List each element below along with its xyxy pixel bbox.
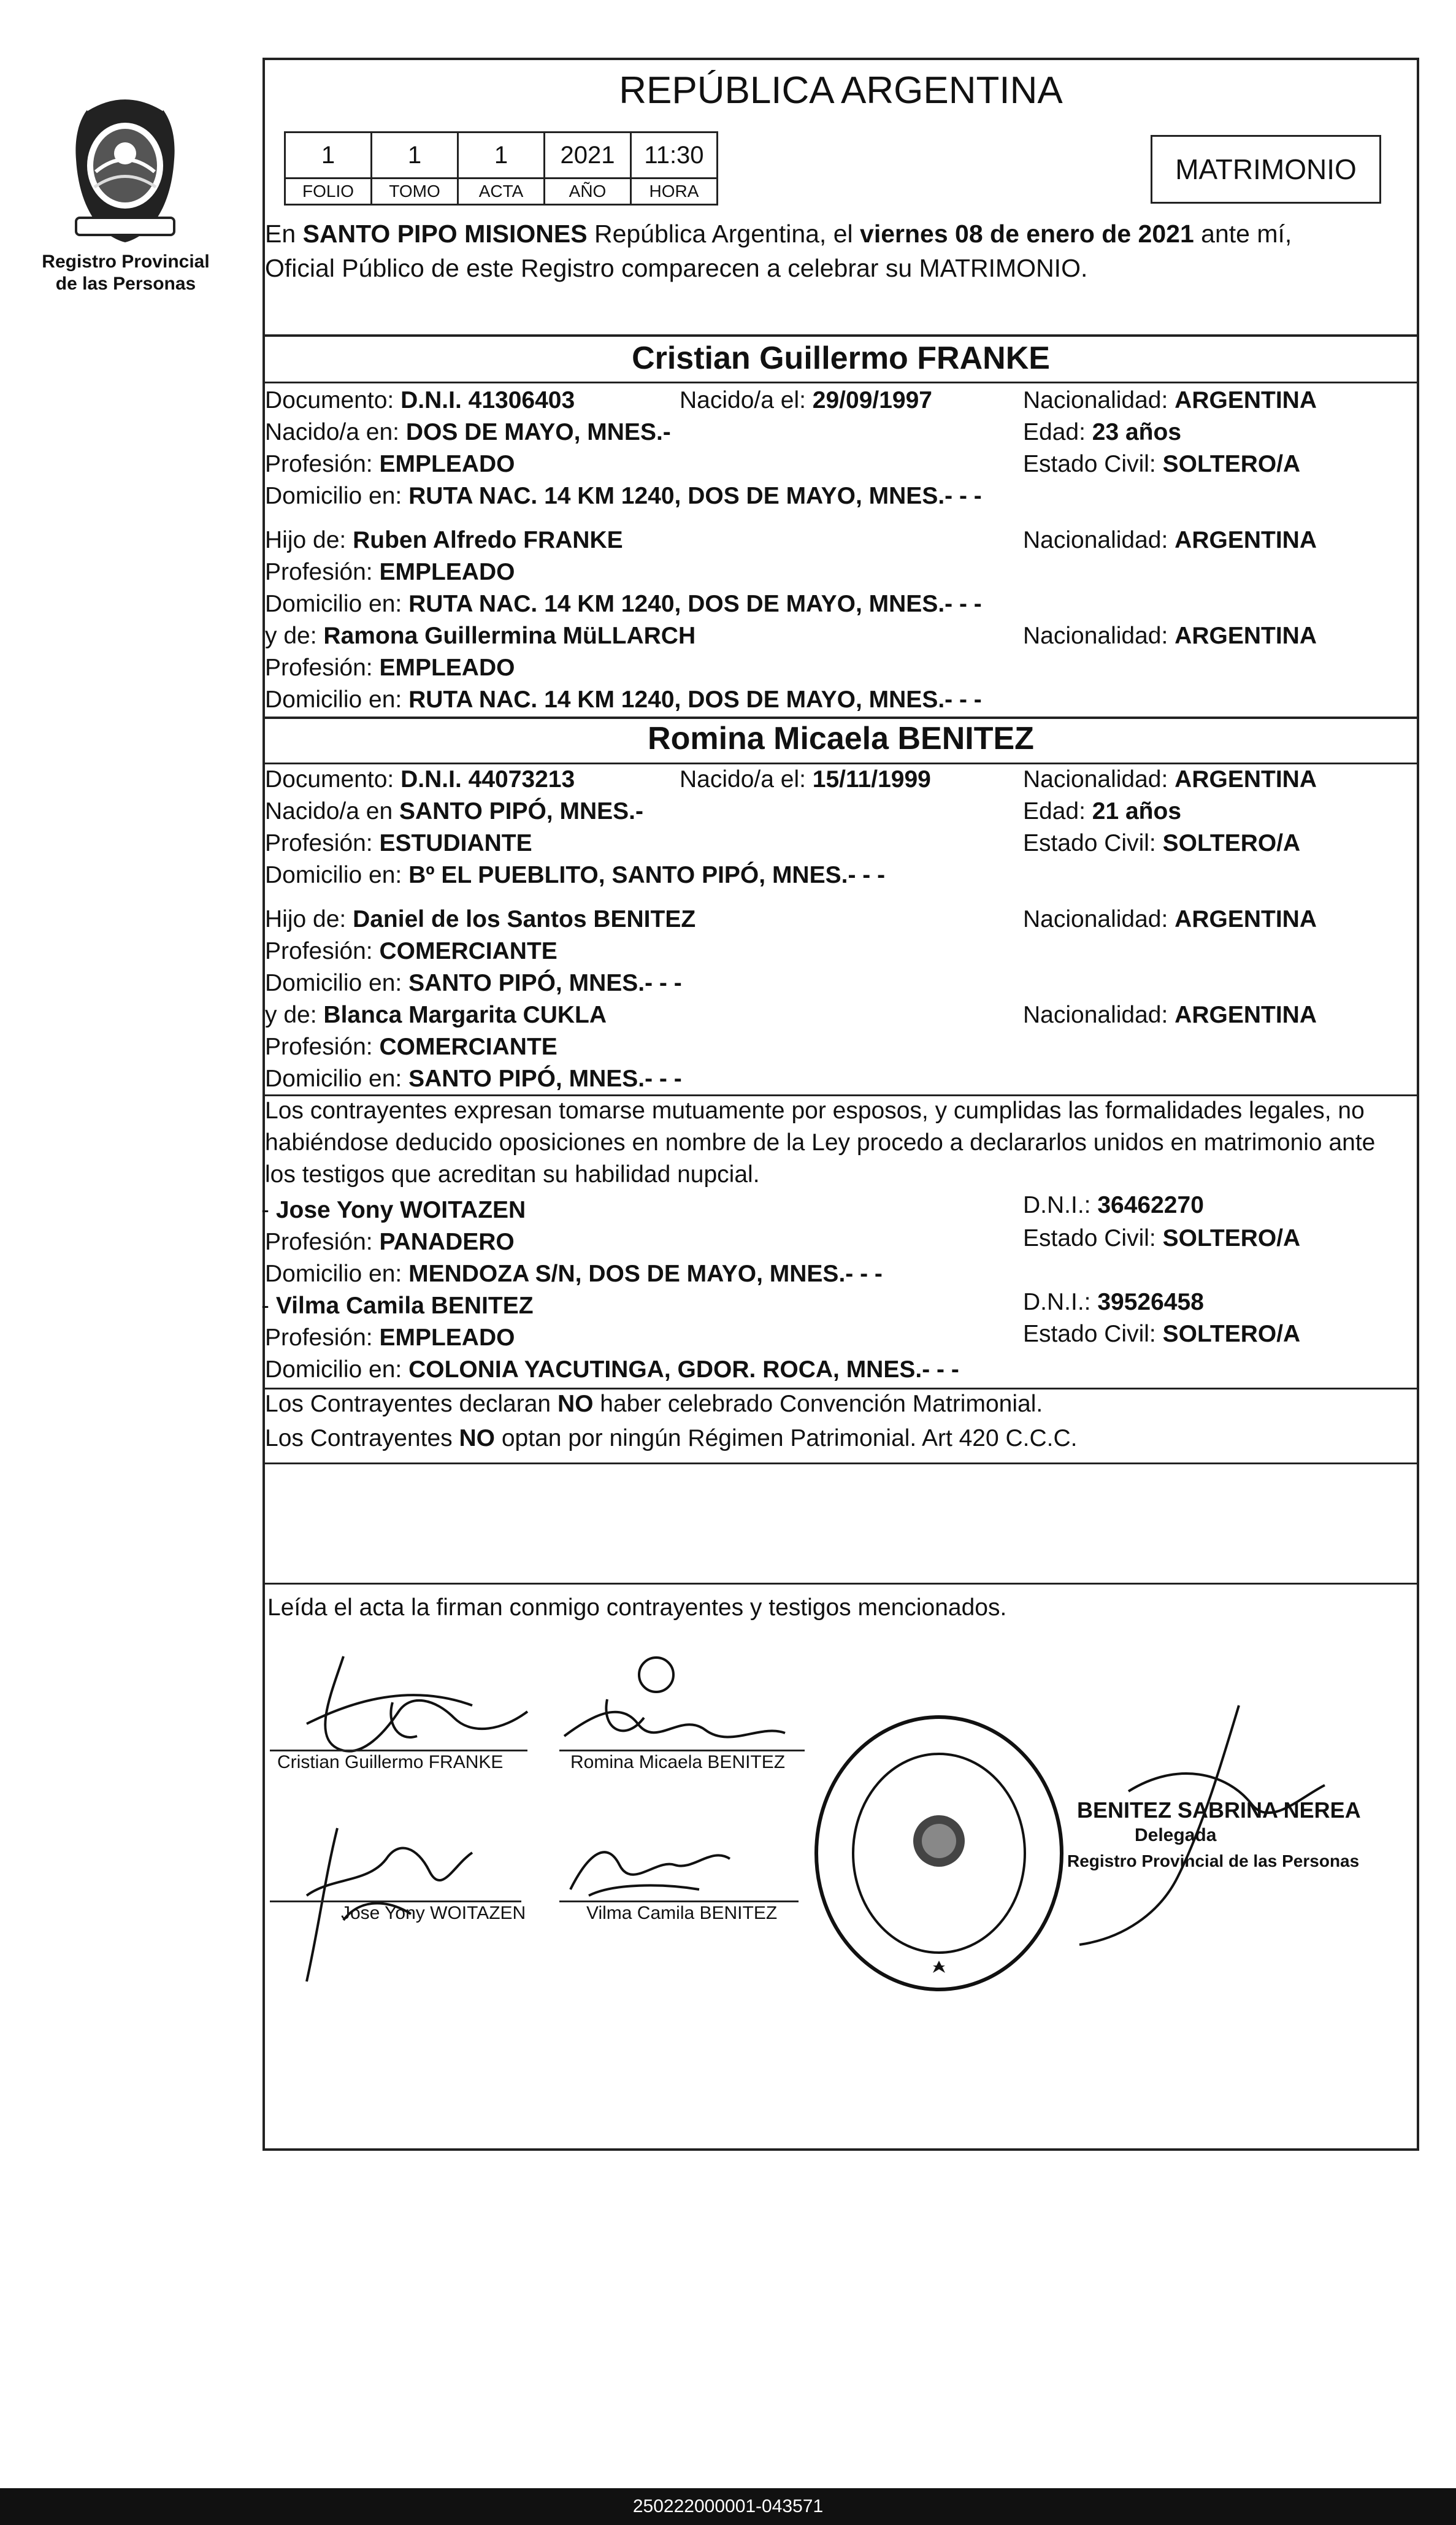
bride-padre-nacionalidad: Nacionalidad: ARGENTINA bbox=[1023, 906, 1317, 932]
groom-lugar: Nacido/a en: DOS DE MAYO, MNES.- bbox=[265, 419, 671, 445]
bride-nacido-el: Nacido/a el: 15/11/1999 bbox=[680, 766, 931, 793]
bride-signature bbox=[552, 1650, 810, 1761]
groom-madre-domicilio: Domicilio en: RUTA NAC. 14 KM 1240, DOS DE MAYO, MNES.- - - bbox=[265, 686, 982, 713]
bride-edad: Edad: 21 años bbox=[1023, 798, 1182, 824]
divider-signatures bbox=[262, 1583, 1419, 1585]
witness-1-signature-line bbox=[270, 1900, 521, 1902]
bride-signature-line bbox=[559, 1750, 805, 1751]
registry-label-2: de las Personas bbox=[55, 274, 196, 294]
divider-groom bbox=[262, 334, 1419, 337]
registry-label-1: Registro Provincial bbox=[42, 252, 210, 272]
intro-en: En bbox=[265, 220, 296, 248]
witness-1-signature bbox=[270, 1804, 527, 1988]
witness-1-name: - Jose Yony WOITAZEN bbox=[261, 1197, 526, 1223]
bride-madre: y de: Blanca Margarita CUKLA bbox=[265, 1002, 607, 1028]
groom-profesion: Profesión: EMPLEADO bbox=[265, 451, 515, 477]
groom-documento: Documento: D.N.I. 41306403 bbox=[265, 387, 575, 413]
regime-line-1: Los Contrayentes declaran NO haber celebrado Convención Matrimonial. bbox=[265, 1391, 1043, 1417]
bride-padre: Hijo de: Daniel de los Santos BENITEZ bbox=[265, 906, 696, 932]
regime-line-2: Los Contrayentes NO optan por ningún Régimen Patrimonial. Art 420 C.C.C. bbox=[265, 1425, 1078, 1451]
tomo-label: TOMO bbox=[372, 179, 458, 205]
folio-value: 1 bbox=[285, 133, 372, 179]
divider-notes bbox=[262, 1462, 1419, 1464]
bride-padre-domicilio: Domicilio en: SANTO PIPÓ, MNES.- - - bbox=[265, 970, 682, 996]
groom-nacionalidad: Nacionalidad: ARGENTINA bbox=[1023, 387, 1317, 413]
groom-padre-nacionalidad: Nacionalidad: ARGENTINA bbox=[1023, 527, 1317, 553]
divider-groom-details bbox=[262, 382, 1419, 383]
bride-nacionalidad: Nacionalidad: ARGENTINA bbox=[1023, 766, 1317, 793]
witness-2-domicilio: Domicilio en: COLONIA YACUTINGA, GDOR. ROCA, MNES.- - - bbox=[265, 1356, 959, 1383]
bride-padre-profesion: Profesión: COMERCIANTE bbox=[265, 938, 557, 964]
officer-stamp-line-2: Delegada bbox=[1135, 1825, 1217, 1845]
acta-value: 1 bbox=[458, 133, 545, 179]
bride-name: Romina Micaela BENITEZ bbox=[648, 721, 1034, 756]
groom-padre-profesion: Profesión: EMPLEADO bbox=[265, 559, 515, 585]
witness-2-signature-label: Vilma Camila BENITEZ bbox=[586, 1903, 778, 1923]
intro-line-2: Oficial Público de este Registro comparecen a celebrar su MATRIMONIO. bbox=[265, 254, 1088, 282]
document-barcode-footer: 250222000001-043571 bbox=[0, 2488, 1456, 2525]
bride-domicilio: Domicilio en: Bº EL PUEBLITO, SANTO PIPÓ, MNES.- - - bbox=[265, 862, 886, 888]
witness-1-signature-label: Jose Yony WOITAZEN bbox=[341, 1903, 526, 1923]
witness-1-estado: Estado Civil: SOLTERO/A bbox=[1023, 1225, 1301, 1251]
witness-1-profesion: Profesión: PANADERO bbox=[265, 1229, 515, 1255]
witness-1-domicilio: Domicilio en: MENDOZA S/N, DOS DE MAYO, MNES.- - - bbox=[265, 1261, 883, 1287]
act-type-badge: MATRIMONIO bbox=[1151, 135, 1381, 204]
bride-madre-profesion: Profesión: COMERCIANTE bbox=[265, 1034, 557, 1060]
hora-label: HORA bbox=[631, 179, 718, 205]
groom-domicilio: Domicilio en: RUTA NAC. 14 KM 1240, DOS DE MAYO, MNES.- - - bbox=[265, 483, 982, 509]
groom-edad: Edad: 23 años bbox=[1023, 419, 1182, 445]
folio-label: FOLIO bbox=[285, 179, 372, 205]
groom-madre: y de: Ramona Guillermina MüLLARCH bbox=[265, 623, 696, 649]
groom-madre-profesion: Profesión: EMPLEADO bbox=[265, 655, 515, 681]
tomo-value: 1 bbox=[372, 133, 458, 179]
groom-name: Cristian Guillermo FRANKE bbox=[632, 340, 1050, 376]
intro-place: SANTO PIPO MISIONES bbox=[302, 220, 588, 248]
groom-signature bbox=[270, 1644, 540, 1767]
intro-middle: República Argentina, el bbox=[587, 220, 860, 248]
groom-estado-civil: Estado Civil: SOLTERO/A bbox=[1023, 451, 1301, 477]
groom-nacido-el: Nacido/a el: 29/09/1997 bbox=[680, 387, 932, 413]
witness-1-dni: D.N.I.: 36462270 bbox=[1023, 1192, 1204, 1218]
bride-lugar: Nacido/a en SANTO PIPÓ, MNES.- bbox=[265, 798, 643, 824]
declaration-line-1: Los contrayentes expresan tomarse mutuamente por esposos, y cumplidas las formalidades legales, no bbox=[265, 1097, 1365, 1124]
witness-2-signature-line bbox=[559, 1900, 799, 1902]
intro-line-1 bbox=[265, 218, 1292, 249]
bride-signature-label: Romina Micaela BENITEZ bbox=[570, 1752, 786, 1772]
anio-value: 2021 bbox=[545, 133, 631, 179]
groom-padre: Hijo de: Ruben Alfredo FRANKE bbox=[265, 527, 623, 553]
groom-madre-nacionalidad: Nacionalidad: ARGENTINA bbox=[1023, 623, 1317, 649]
groom-padre-domicilio: Domicilio en: RUTA NAC. 14 KM 1240, DOS DE MAYO, MNES.- - - bbox=[265, 591, 982, 617]
hora-value: 11:30 bbox=[631, 133, 718, 179]
witness-2-name: - Vilma Camila BENITEZ bbox=[261, 1293, 534, 1319]
officer-stamp-line-1: BENITEZ SABRINA NEREA bbox=[1077, 1797, 1361, 1823]
intro-date: viernes 08 de enero de 2021 bbox=[860, 220, 1194, 248]
intro-tail: ante mí, bbox=[1194, 220, 1292, 248]
anio-label: AÑO bbox=[545, 179, 631, 205]
act-registration-grid bbox=[284, 131, 718, 206]
registry-seal bbox=[807, 1709, 1071, 1997]
bride-madre-domicilio: Domicilio en: SANTO PIPÓ, MNES.- - - bbox=[265, 1066, 682, 1092]
province-logo bbox=[52, 86, 199, 252]
country-title: REPÚBLICA ARGENTINA bbox=[619, 69, 1063, 112]
groom-signature-label: Cristian Guillermo FRANKE bbox=[277, 1752, 504, 1772]
officer-stamp-line-3: Registro Provincial de las Personas bbox=[1067, 1851, 1360, 1870]
declaration-line-2: habiéndose deducido oposiciones en nombre de la Ley procedo a declararlos unidos en matrimonio ante bbox=[265, 1129, 1376, 1156]
witness-2-profesion: Profesión: EMPLEADO bbox=[265, 1324, 515, 1351]
bride-madre-nacionalidad: Nacionalidad: ARGENTINA bbox=[1023, 1002, 1317, 1028]
divider-bride bbox=[262, 717, 1419, 719]
acta-label: ACTA bbox=[458, 179, 545, 205]
bride-profesion: Profesión: ESTUDIANTE bbox=[265, 830, 532, 856]
bride-documento: Documento: D.N.I. 44073213 bbox=[265, 766, 575, 793]
signature-intro: Leída el acta la firman conmigo contrayentes y testigos mencionados. bbox=[267, 1594, 1007, 1621]
declaration-line-3: los testigos que acreditan su habilidad nupcial. bbox=[265, 1161, 760, 1188]
groom-signature-line bbox=[270, 1750, 527, 1751]
witness-2-dni: D.N.I.: 39526458 bbox=[1023, 1289, 1204, 1315]
witness-2-estado: Estado Civil: SOLTERO/A bbox=[1023, 1321, 1301, 1347]
bride-estado-civil: Estado Civil: SOLTERO/A bbox=[1023, 830, 1301, 856]
